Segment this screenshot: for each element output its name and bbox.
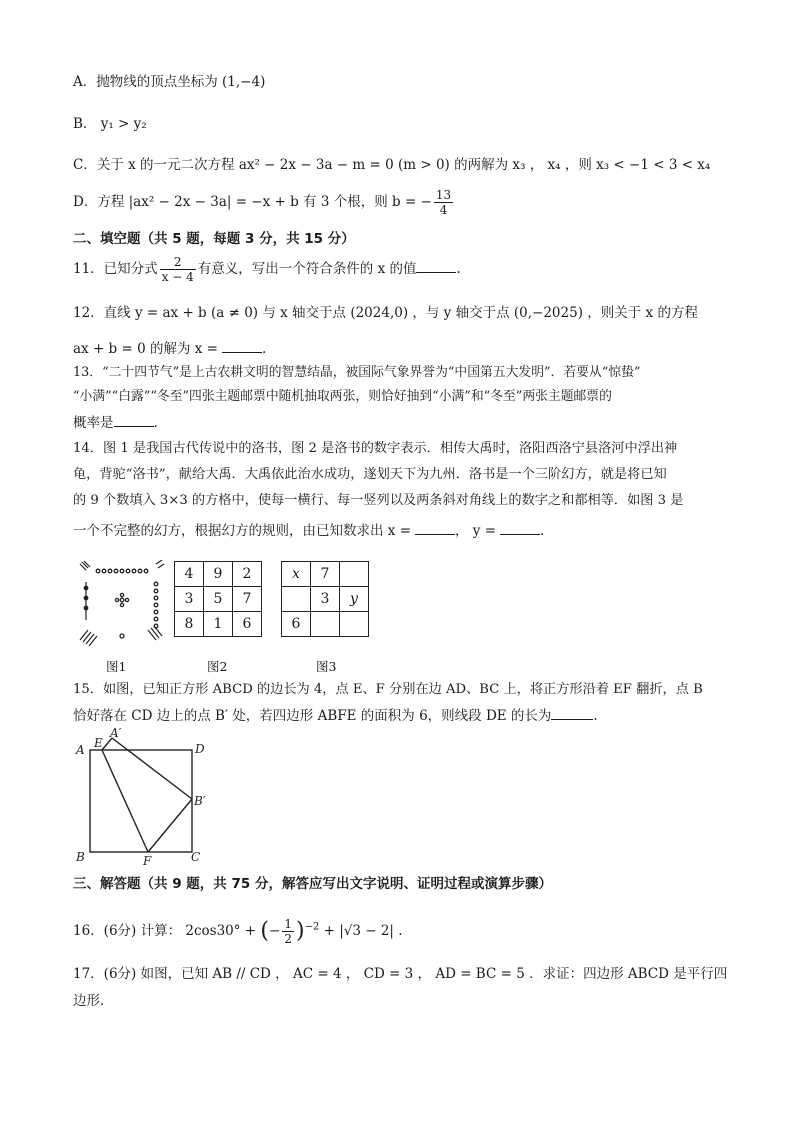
fig3-cell bbox=[282, 587, 311, 612]
label-c: C bbox=[191, 850, 201, 864]
question-14-line1: 14．图 1 是我国古代传说中的洛书，图 2 是洛书的数字表示．相传大禹时，洛阳西洛宁县洛河中浮出神 bbox=[73, 441, 678, 456]
label-a: A bbox=[76, 743, 85, 757]
question-13-line3 bbox=[73, 413, 158, 433]
fig3-row bbox=[282, 587, 369, 612]
figure-15-square-fold bbox=[72, 725, 212, 870]
q11-end: . bbox=[456, 261, 461, 277]
figure-1-luoshu bbox=[76, 560, 166, 652]
fig2-cell: 4 bbox=[175, 562, 204, 587]
fig3-row bbox=[282, 612, 369, 637]
fig2-row bbox=[175, 562, 262, 587]
q14-y-blank[interactable] bbox=[500, 522, 540, 535]
fig3-cell: y bbox=[340, 587, 369, 612]
figure-2-grid bbox=[174, 561, 262, 637]
q11-den: x − 4 bbox=[161, 270, 194, 284]
question-15-line1: 15．如图，已知正方形 ABCD 的边长为 4，点 E、F 分别在边 AD、BC 上，将正方形沿着 EF 翻折，点 B bbox=[73, 682, 703, 697]
fig2-row bbox=[175, 587, 262, 612]
q12-line2-text: ax + b = 0 的解为 x = bbox=[73, 341, 218, 357]
question-13-line1: 13．“二十四节气”是上古农耕文明的智慧结晶，被国际气象界誉为“中国第五大发明”．若要从“惊蛰” bbox=[73, 365, 641, 380]
label-b: B bbox=[76, 850, 85, 864]
fig3-row bbox=[282, 562, 369, 587]
q11-suffix: 有意义，写出一个符合条件的 x 的值 bbox=[197, 261, 417, 277]
q15-end: . bbox=[593, 708, 598, 724]
fold-line-ef bbox=[102, 750, 148, 852]
question-12-line1: 12．直线 y = ax + b (a ≠ 0) 与 x 轴交于点 (2024,0) ，与 y 轴交于点 (0,−2025) ，则关于 x 的方程 bbox=[73, 305, 698, 321]
section-2-title: 二、填空题（共 5 题，每题 3 分，共 15 分） bbox=[73, 231, 355, 247]
q11-fraction bbox=[160, 255, 196, 284]
question-14-line2: 龟，背驼“洛书”，献给大禹．大禹依此治水成功，遂划天下为九州．洛书是一个三阶幻方，就是将已知 bbox=[73, 467, 667, 482]
fig2-cell: 5 bbox=[204, 587, 233, 612]
figure-2-caption: 图2 bbox=[207, 659, 228, 674]
fig2-cell: 7 bbox=[233, 587, 262, 612]
question-14-line3: 的 9 个数填入 3×3 的方格中，使每一横行、每一竖列以及两条斜对角线上的数字之和都相等．如图 3 是 bbox=[73, 493, 684, 508]
section-3-title: 三、解答题（共 9 题，共 75 分，解答应写出文字说明、证明过程或演算步骤） bbox=[73, 876, 552, 892]
figure-1-caption: 图1 bbox=[106, 659, 127, 674]
fig3-cell: x bbox=[282, 562, 311, 587]
q11-num: 2 bbox=[160, 255, 196, 270]
option-d-text: D．方程 |ax² − 2x − 3a| = −x + b 有 3 个根，则 b = − bbox=[73, 194, 432, 210]
fig2-cell: 2 bbox=[233, 562, 262, 587]
option-a: A．抛物线的顶点坐标为 (1,−4) bbox=[73, 74, 266, 90]
fig2-cell: 1 bbox=[204, 612, 233, 637]
fig3-cell bbox=[311, 612, 340, 637]
q16-suffix: + |√3 − 2| . bbox=[323, 923, 403, 939]
label-b-prime: B′ bbox=[194, 794, 206, 808]
q14-end: . bbox=[540, 523, 545, 539]
label-d: D bbox=[195, 742, 205, 756]
label-a-prime: A′ bbox=[110, 726, 122, 740]
q16-num: 1 bbox=[284, 917, 292, 931]
fig2-row bbox=[175, 612, 262, 637]
segment-a-prime-b-prime bbox=[112, 738, 192, 799]
option-d-den: 4 bbox=[439, 203, 448, 217]
option-d-fraction bbox=[434, 188, 453, 217]
q11-prefix: 11．已知分式 bbox=[73, 261, 158, 277]
fig2-cell: 8 bbox=[175, 612, 204, 637]
question-12-line2 bbox=[73, 339, 266, 359]
question-14-line4 bbox=[73, 521, 544, 541]
fig3-cell: 6 bbox=[282, 612, 311, 637]
fig3-cell: 7 bbox=[311, 562, 340, 587]
q16-fraction bbox=[282, 917, 294, 946]
option-c: C．关于 x 的一元二次方程 ax² − 2x − 3a − m = 0 (m > 0) 的两解为 x₃ ， x₄ ，则 x₃ < −1 < 3 < x₄ bbox=[73, 157, 711, 173]
fig2-cell: 9 bbox=[204, 562, 233, 587]
label-e: E bbox=[94, 736, 103, 750]
fig3-cell bbox=[340, 562, 369, 587]
q16-den: 2 bbox=[284, 932, 292, 946]
q13-end: . bbox=[153, 415, 158, 431]
question-17-line1: 17．(6分) 如图，已知 AB // CD ， AC = 4 ， CD = 3 ， AD = BC = 5 ．求证：四边形 ABCD 是平行四 bbox=[73, 966, 728, 982]
question-16: 16．(6分) 计算： 2cos30° + (− $\frac{1}{2}$ )$^{-2}$ + |√3 − 2| . bbox=[73, 917, 403, 946]
question-11 bbox=[73, 255, 461, 284]
q14-line4-text-b: ， y = bbox=[455, 523, 497, 539]
option-b: B． y₁ > y₂ bbox=[73, 116, 147, 132]
q16-prefix: 16．(6分) 计算： 2cos30° + bbox=[73, 923, 257, 939]
q16-left-paren: ( bbox=[260, 918, 270, 944]
fig3-cell: 3 bbox=[311, 587, 340, 612]
figure-3-caption: 图3 bbox=[316, 659, 337, 674]
option-d-num: 13 bbox=[435, 188, 452, 202]
q15-answer-blank[interactable] bbox=[551, 707, 593, 720]
q15-line2-text: 恰好落在 CD 边上的点 B′ 处，若四边形 ABFE 的面积为 6，则线段 DE 的长为 bbox=[73, 708, 552, 724]
label-f: F bbox=[143, 854, 152, 868]
q12-end: . bbox=[261, 341, 267, 357]
q11-answer-blank[interactable] bbox=[416, 260, 456, 273]
q16-right-paren: ) bbox=[295, 918, 305, 944]
q12-answer-blank[interactable] bbox=[222, 340, 262, 353]
question-17-line2: 边形． bbox=[73, 993, 114, 1009]
q14-line4-text-a: 一个不完整的幻方，根据幻方的规则，由已知数求出 x = bbox=[73, 523, 412, 539]
question-15-line2 bbox=[73, 706, 598, 726]
q14-x-blank[interactable] bbox=[415, 522, 455, 535]
q13-line3-text: 概率是 bbox=[73, 415, 114, 431]
q16-exponent: −2 bbox=[304, 921, 320, 933]
fig3-cell bbox=[340, 612, 369, 637]
fig2-cell: 6 bbox=[233, 612, 262, 637]
fig2-cell: 3 bbox=[175, 587, 204, 612]
question-13-line2: “小满”“白露”“冬至”四张主题邮票中随机抽取两张，则恰好抽到“小满”和“冬至”两张主题邮票的 bbox=[73, 389, 612, 404]
q13-answer-blank[interactable] bbox=[114, 414, 154, 427]
option-d bbox=[73, 188, 455, 217]
figure-3-grid bbox=[281, 561, 369, 637]
segment-f-b-prime bbox=[148, 799, 192, 852]
